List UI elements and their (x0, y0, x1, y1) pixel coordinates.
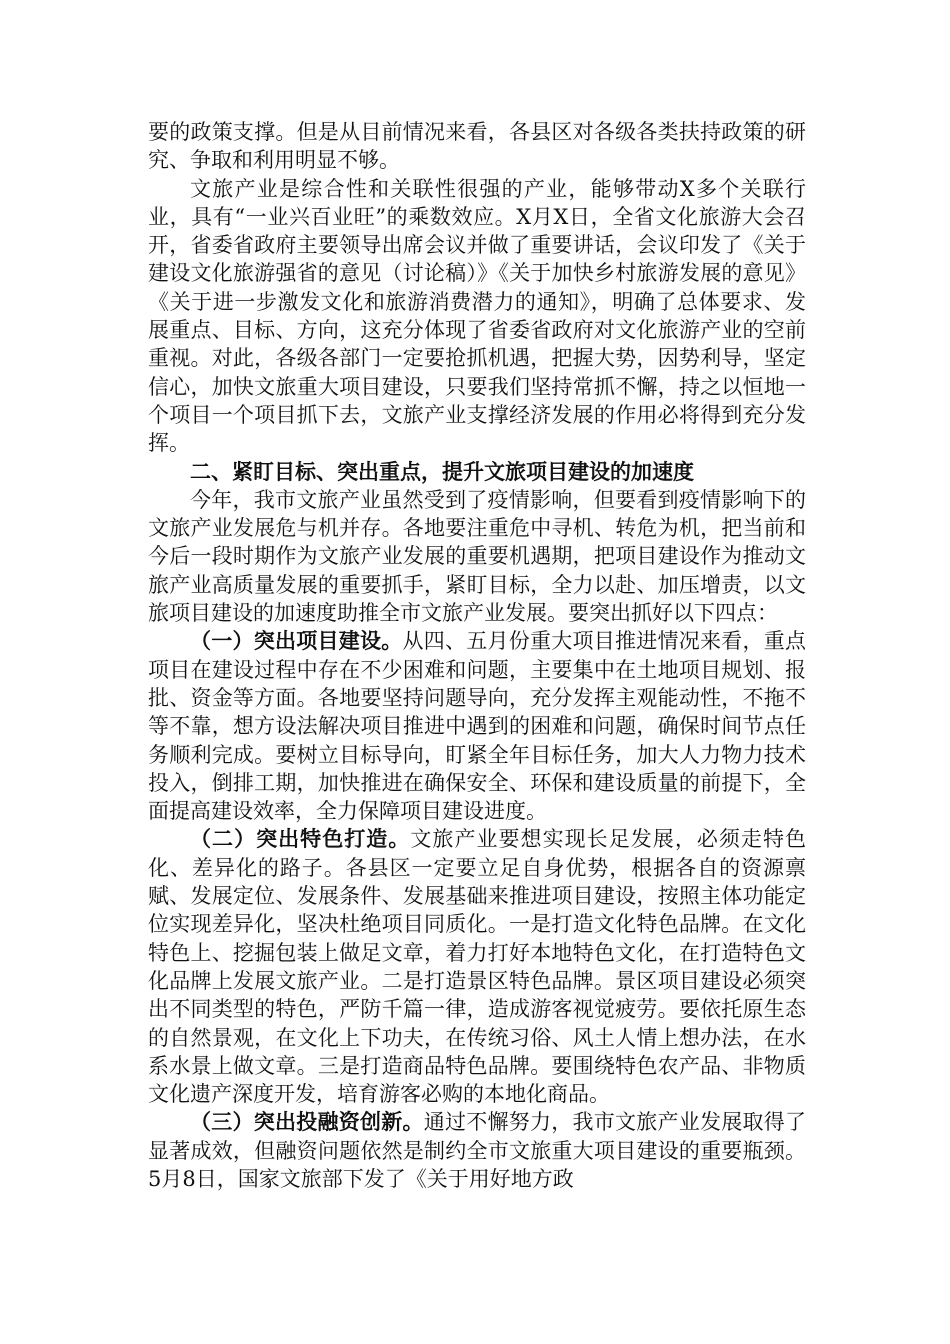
paragraph-financing-innovation (148, 1108, 806, 1193)
subsection-lead-2: （二）突出特色打造。 (190, 827, 411, 852)
document-body (148, 118, 806, 1193)
subsection-body-3: 通过不懈努力，我市文旅产业发展取得了显著成效，但融资问题依然是制约全市文旅重大项目建设的重要瓶颈。5月8日，国家文旅部下发了《关于用好地方政 (148, 1110, 806, 1191)
paragraph-feature-building (148, 825, 806, 1108)
paragraph-project-construction (148, 627, 806, 825)
paragraph-this-year: 今年，我市文旅产业虽然受到了疫情影响，但要看到疫情影响下的文旅产业发展危与机并存。各地要注重危中寻机、转危为机，把当前和今后一段时期作为文旅产业发展的重要机遇期，把项目建设作为推动文旅产业高质量发展的重要抓手，紧盯目标，全力以赴、加压增责，以文旅项目建设的加速度助推全市文旅产业发展。要突出抓好以下四点： (148, 487, 806, 626)
subsection-body-1: 从四、五月份重大项目推进情况来看，重点项目在建设过程中存在不少困难和问题，主要集中在土地项目规划、报批、资金等方面。各地要坚持问题导向，充分发挥主观能动性，不拖不等不靠，想方设法解决项目推进中遇到的困难和问题，确保时间节点任务顺利完成。要树立目标导向，盯紧全年目标任务，加大人力物力技术投入，倒排工期，加快推进在确保安全、环保和建设质量的前提下，全面提高建设效率，全力保障项目建设进度。 (148, 629, 806, 824)
subsection-lead-1: （一）突出项目建设。 (190, 629, 403, 654)
subsection-body-2: 文旅产业要想实现长足发展，必须走特色化、差异化的路子。各县区一定要立足自身优势，根据各自的资源禀赋、发展定位、发展条件、发展基础来推进项目建设，按照主体功能定位实现差异化，坚决杜绝项目同质化。一是打造文化特色品牌。在文化特色上、挖掘包装上做足文章，着力打好本地特色文化，在打造特色文化品牌上发展文旅产业。二是打造景区特色品牌。景区项目建设必须突出不同类型的特色，严防千篇一律，造成游客视觉疲劳。要依托原生态的自然景观，在文化上下功夫，在传统习俗、风土人情上想办法，在水系水景上做文章。三是打造商品特色品牌。要围绕特色农产品、非物质文化遗产深度开发，培育游客必购的本地化商品。 (148, 827, 807, 1107)
paragraph-industry-overview: 文旅产业是综合性和关联性很强的产业，能够带动X多个关联行业，具有“一业兴百业旺”的乘数效应。X月X日，全省文化旅游大会召开，省委省政府主要领导出席会议并做了重要讲话，会议印发了《关于建设文化旅游强省的意见（讨论稿）》《关于加快乡村旅游发展的意见》《关于进一步激发文化和旅游消费潜力的通知》，明确了总体要求、发展重点、目标、方向，这充分体现了省委省政府对文化旅游产业的空前重视。对此，各级各部门一定要抢抓机遇，把握大势，因势利导，坚定信心，加快文旅重大项目建设，只要我们坚持常抓不懈，持之以恒地一个项目一个项目抓下去，文旅产业支撑经济发展的作用必将得到充分发挥。 (148, 176, 806, 456)
paragraph-continued: 要的政策支撑。但是从目前情况来看，各县区对各级各类扶持政策的研究、争取和利用明显不够。 (148, 120, 806, 173)
subsection-lead-3: （三）突出投融资创新。 (190, 1110, 424, 1135)
section-heading-2: 二、紧盯目标、突出重点，提升文旅项目建设的加速度 (190, 459, 694, 484)
